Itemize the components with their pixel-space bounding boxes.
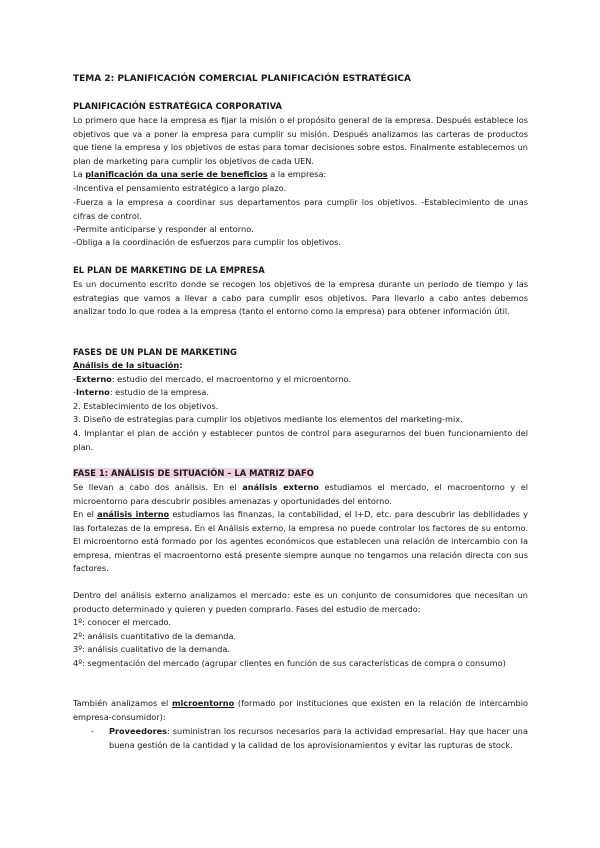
market-step: 3º: análisis cualitativo de la demanda. — [73, 644, 231, 654]
paragraph-analisis-externo — [73, 481, 528, 508]
interno-label: Interno — [75, 387, 110, 397]
list-item-proveedores — [91, 725, 528, 752]
heading-plan-marketing: EL PLAN DE MARKETING DE LA EMPRESA — [73, 265, 265, 275]
paragraph-mercado: Dentro del análisis externo analizamos el mercado: este es un conjunto de consumidores que necesitan un producto determinado y quieren y pueden comprarlo. Fases del estudio de mercado: — [73, 590, 528, 614]
subheading-analisis-situacion — [73, 359, 528, 373]
text: También analizamos el — [73, 698, 172, 708]
benefits-underlined: planificación da una serie de beneficios — [85, 169, 268, 179]
dash: - — [73, 387, 76, 397]
text: estudiamos las finanzas, la contabilidad, el I+D, etc. para descubrir las debilidades y las fortalezas de la empresa. En el Análisis externo, la empresa no puede controlar los factores de su entorno. El microentorno está formado por los agentes económicos que establecen una relación de intercambio con la empresa, mientras el macroentorno está presente siempre aunque no tengamos una relación directa con sus factores. — [73, 509, 528, 573]
paragraph-microentorno — [73, 697, 528, 724]
dash: - — [91, 726, 94, 736]
phase-item-externo — [73, 373, 528, 387]
benefits-post: a la empresa: — [267, 169, 327, 179]
analisis-externo-bold: análisis externo — [242, 482, 319, 492]
page-title: TEMA 2: PLANIFICACIÓN COMERCIAL PLANIFICACIÓN ESTRATÉGICA — [73, 74, 412, 84]
microentorno-underlined: microentorno — [171, 698, 235, 708]
benefit-item: -Fuerza a la empresa a coordinar sus departamentos para cumplir los objetivos. -Establecimiento de unas cifras de control. — [73, 197, 528, 221]
phase-item-interno — [73, 386, 528, 400]
dash: - — [73, 374, 76, 384]
subheading-colon: : — [179, 360, 183, 370]
heading-fase-1-highlight: FASE 1: ANÁLISIS DE SITUACIÓN – LA MATRIZ DAFO — [73, 468, 314, 478]
benefit-item: -Permite anticiparse y responder al entorno. — [73, 224, 254, 234]
externo-text: : estudio del mercado, el macroentorno y el microentorno. — [111, 374, 351, 384]
paragraph-analisis-interno — [73, 508, 528, 576]
interno-text: : estudio de la empresa. — [109, 387, 210, 397]
heading-fase-1 — [73, 467, 528, 481]
paragraph-mision: Lo primero que hace la empresa es fijar la misión o el propósito general de la empresa. Después establece los objetivos que va a poner la empresa para cumplir su misión. Después analizamos las carteras de productos que tiene la empresa y los objetivos de estas para tomar decisiones sobre estos. Finalmente establecemos un plan de marketing para cumplir los objetivos de cada UEN. — [73, 115, 528, 166]
benefits-intro — [73, 168, 528, 182]
text: Se llevan a cabo dos análisis. En el — [73, 482, 243, 492]
benefit-item: -Incentiva el pensamiento estratégico a largo plazo. — [73, 183, 287, 193]
market-step: 4º: segmentación del mercado (agrupar clientes en función de sus características de compra o consumo) — [73, 658, 506, 668]
subheading-underlined: Análisis de la situación — [73, 360, 180, 370]
text: estudiamos el mercado, el macroentorno y el microentorno para descubrir posibles amenazas y oportunidades del entorno. — [73, 482, 529, 506]
proveedores-text: : suministran los recursos necesarios para la actividad empresarial. Hay que hacer una buena gestión de la cantidad y la calidad de los aprovisionamientos y evitar las rupturas de stock. — [109, 726, 528, 750]
analisis-interno-underlined: análisis interno — [97, 509, 170, 519]
market-step: 1º: conocer el mercado. — [73, 617, 171, 627]
text: En el — [73, 509, 98, 519]
text: (formado por instituciones que existen en la relación de intercambio empresa-consumidor): — [73, 698, 528, 722]
paragraph-plan-marketing: Es un documento escrito donde se recogen los objetivos de la empresa durante un periodo de tiempo y las estrategias que vamos a llevar a cabo para cumplir esos objetivos. Para llevarlo a cabo antes debemos analizar todo lo que rodea a la empresa (tanto el entorno como la empresa) para obtener información útil. — [73, 279, 528, 316]
phase-item: 4. Implantar el plan de acción y establecer puntos de control para asegurarnos del buen funcionamiento del plan. — [73, 428, 528, 452]
externo-label: Externo — [75, 374, 112, 384]
proveedores-label: Proveedores — [109, 726, 168, 736]
phase-item: 3. Diseño de estrategias para cumplir los objetivos mediante los elementos del marketing-mix. — [73, 414, 463, 424]
benefits-pre: La — [73, 169, 86, 179]
benefit-item: -Obliga a la coordinación de esfuerzos para cumplir los objetivos. — [73, 237, 341, 247]
heading-planificacion-corporativa: PLANIFICACIÓN ESTRATÉGICA CORPORATIVA — [73, 101, 283, 111]
market-step: 2º: análisis cuantitativo de la demanda. — [73, 631, 237, 641]
heading-fases-plan: FASES DE UN PLAN DE MARKETING — [73, 347, 237, 357]
phase-item: 2. Establecimiento de los objetivos. — [73, 401, 219, 411]
